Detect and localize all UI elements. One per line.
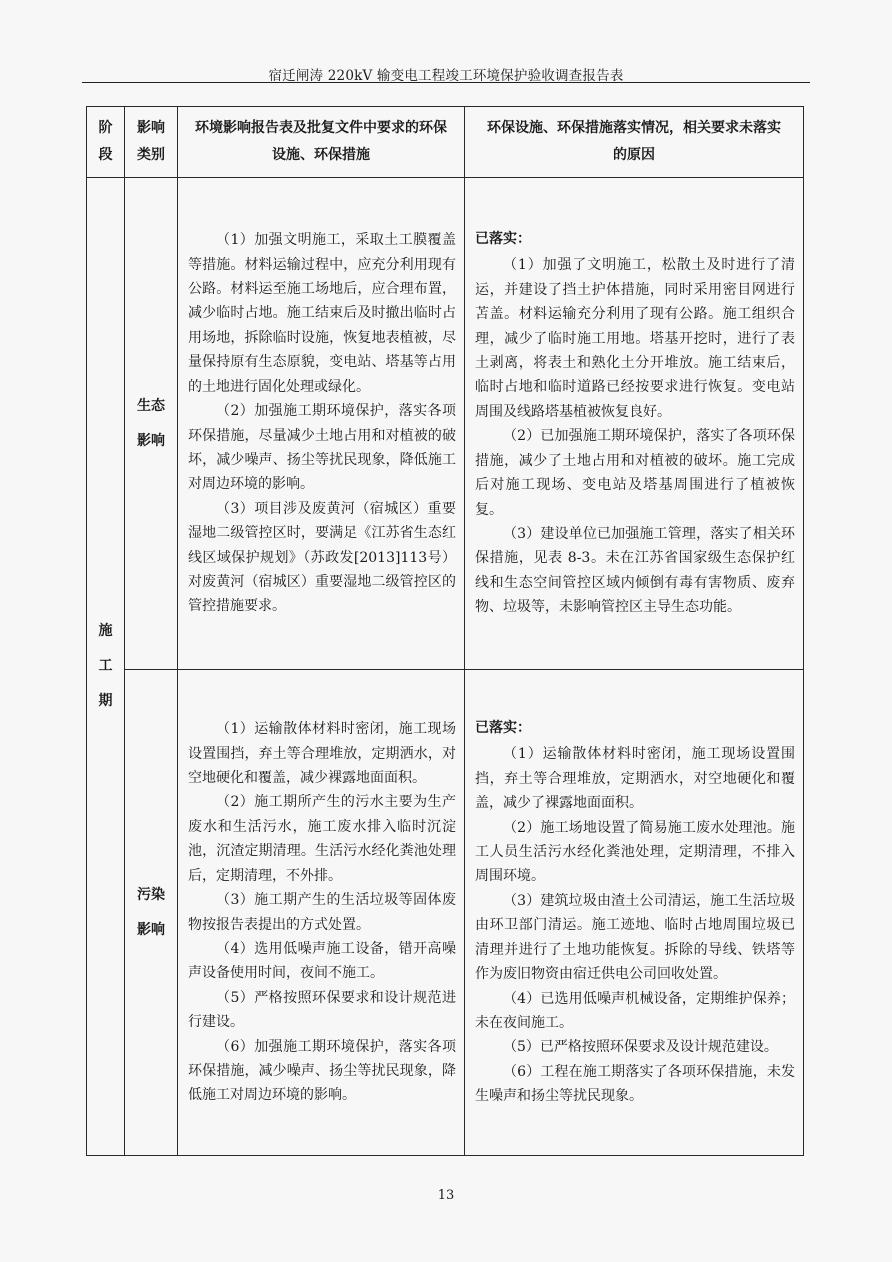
implementation-cell-pollution bbox=[465, 670, 804, 1156]
measures-table bbox=[86, 106, 804, 1156]
implementation-item: （1）加强了文明施工，松散土及时进行了清运，并建设了挡土护体措施，同时采用密目网进行苫盖。材料运输充分利用了现有公路。施工组织合理，减少了临时施工用地。塔基开挖时，进行了表土剥离，将表土和熟化土分开堆放。施工结束后，临时占地和临时道路已经按要求进行恢复。变电站周围及线路塔基植被恢复良好。 bbox=[475, 257, 795, 420]
type-label-ecology: 生态 影响 bbox=[137, 397, 165, 449]
implementation-item: （2）已加强施工期环境保护，落实了各项环保措施，减少了土地占用和对植被的破坏。施工完成后对施工现场、变电站及塔基周围进行了植被恢复。 bbox=[475, 428, 795, 518]
type-cell-ecology bbox=[125, 178, 178, 670]
implementation-item: （3）建设单位已加强施工管理，落实了相关环保措施，见表 8-3。未在江苏省国家级生态保护红线和生态空间管控区域内倾倒有毒有害物质、废弃物、垃圾等，未影响管控区主导生态功能。 bbox=[475, 525, 795, 616]
header-implementation: 环保设施、环保措施落实情况，相关要求未落实的原因 bbox=[465, 107, 804, 178]
requirements-cell-ecology bbox=[178, 178, 465, 670]
implementation-item: （1）运输散体材料时密闭，施工现场设置围挡，弃土等合理堆放，定期洒水，对空地硬化和覆盖，减少了裸露地面面积。 bbox=[475, 746, 795, 812]
type-cell-pollution bbox=[125, 670, 178, 1156]
stage-cell bbox=[87, 178, 125, 1156]
implementation-item: （6）工程在施工期落实了各项环保措施，未发生噪声和扬尘等扰民现象。 bbox=[475, 1063, 795, 1105]
requirements-cell-pollution bbox=[178, 670, 465, 1156]
table-row-pollution bbox=[87, 670, 804, 1156]
type-label-pollution: 污染 影响 bbox=[137, 886, 165, 938]
page-number: 13 bbox=[437, 1188, 455, 1203]
implementation-item: （4）已选用低噪声机械设备，定期维护保养；未在夜间施工。 bbox=[475, 990, 795, 1031]
requirement-item: （1）加强文明施工，采取土工膜覆盖等措施。材料运输过程中，应充分利用现有公路。材料运至施工场地后，应合理布置，减少临时占地。施工结束后及时撤出临时占用场地，拆除临时设施，恢复地表植被，尽量保持原有生态原貌，变电站、塔基等占用的土地进行固化处理或绿化。 bbox=[188, 232, 456, 395]
header-rule bbox=[82, 82, 810, 83]
requirement-item: （6）加强施工期环境保护，落实各项环保措施，减少噪声、扬尘等扰民现象，降低施工对周边环境的影响。 bbox=[188, 1038, 456, 1104]
stage-label: 施 工 期 bbox=[98, 623, 113, 709]
status-label: 已落实： bbox=[475, 720, 531, 737]
requirement-item: （2）施工期所产生的污水主要为生产废水和生活污水，施工废水排入临时沉淀池，沉渣定期清理。生活污水经化粪池处理后，定期清理，不外排。 bbox=[188, 794, 456, 884]
requirement-item: （3）项目涉及废黄河（宿城区）重要湿地二级管控区时，要满足《江苏省生态红线区域保护规划》（苏政发[2013]113号）对废黄河（宿城区）重要湿地二级管控区的管控措施要求。 bbox=[188, 500, 456, 615]
implementation-item: （2）施工场地设置了简易施工废水处理池。施工人员生活污水经化粪池处理，定期清理，不排入周围环境。 bbox=[475, 819, 795, 885]
status-label: 已落实： bbox=[475, 231, 531, 248]
page-header: 宿迁闸涛 220kV 输变电工程竣工环境保护验收调查报告表 bbox=[268, 68, 624, 84]
implementation-item: （3）建筑垃圾由渣土公司清运，施工生活垃圾由环卫部门清运。施工迹地、临时占地周围垃圾已清理并进行了土地功能恢复。拆除的导线、铁塔等作为废旧物资由宿迁供电公司回收处置。 bbox=[475, 892, 795, 983]
requirement-item: （5）严格按照环保要求和设计规范进行建设。 bbox=[188, 989, 456, 1031]
requirement-item: （4）选用低噪声施工设备，错开高噪声设备使用时间，夜间不施工。 bbox=[188, 940, 456, 982]
header-stage: 阶 段 bbox=[87, 107, 125, 178]
implementation-item: （5）已严格按照环保要求及设计规范建设。 bbox=[503, 1039, 778, 1056]
header-type: 影响 类别 bbox=[125, 107, 178, 178]
table-header-row bbox=[87, 107, 804, 178]
requirement-item: （1）运输散体材料时密闭，施工现场设置围挡，弃土等合理堆放，定期洒水，对空地硬化和覆盖，减少裸露地面面积。 bbox=[188, 721, 456, 787]
requirement-item: （3）施工期产生的生活垃圾等固体废物按报告表提出的方式处置。 bbox=[188, 892, 456, 933]
table-row-ecology bbox=[87, 178, 804, 670]
requirement-item: （2）加强施工期环境保护，落实各项环保措施，尽量减少土地占用和对植被的破坏，减少噪声、扬尘等扰民现象，降低施工对周边环境的影响。 bbox=[188, 403, 456, 493]
implementation-cell-ecology bbox=[465, 178, 804, 670]
header-requirements: 环境影响报告表及批复文件中要求的环保设施、环保措施 bbox=[178, 107, 465, 178]
